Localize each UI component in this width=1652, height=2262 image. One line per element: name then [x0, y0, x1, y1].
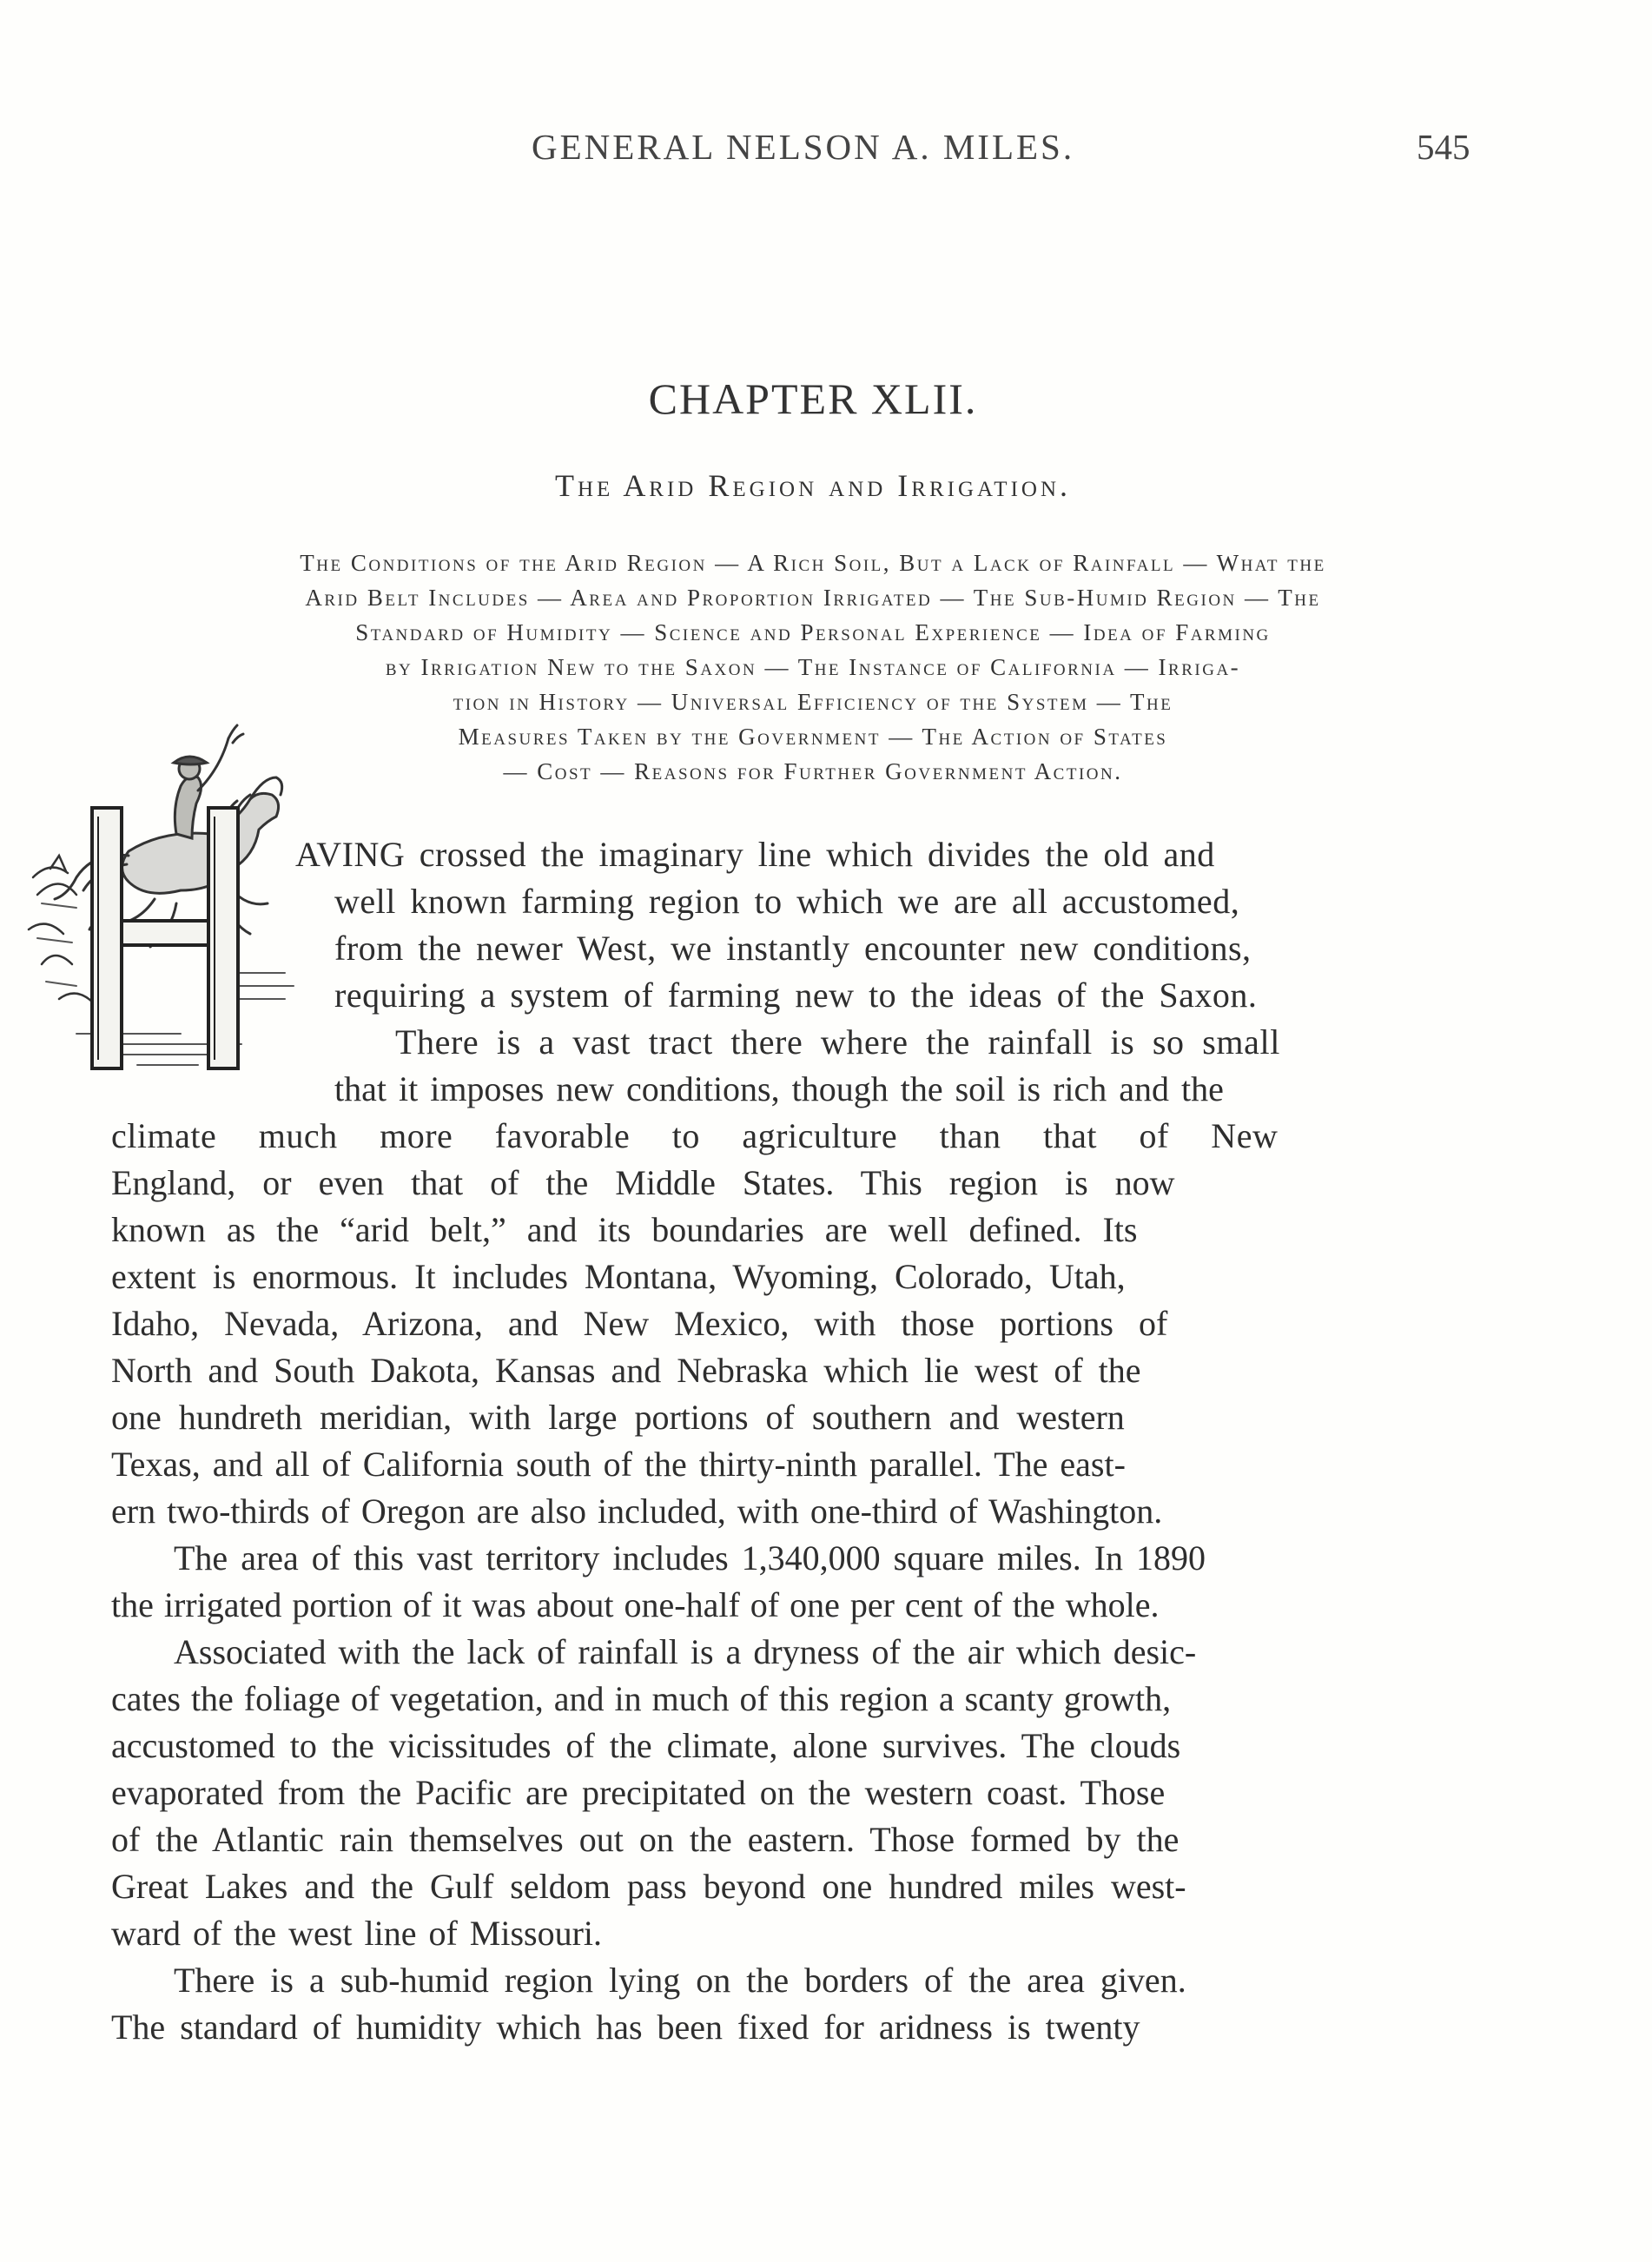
body-line: of the Atlantic rain themselves out on the eastern. Those formed by the — [111, 1820, 1180, 1859]
body-line: one hundreth meridian, with large portions of southern and western — [111, 1398, 1125, 1437]
synopsis-line: Arid Belt Includes — Area and Proportion Irrigated — The Sub-Humid Region — The — [305, 585, 1321, 611]
body-line: cates the foliage of vegetation, and in much of this region a scanty growth, — [111, 1679, 1172, 1718]
body-line: that it imposes new conditions, though the soil is rich and the — [334, 1069, 1224, 1108]
drop-cap-illustration — [24, 721, 301, 1095]
body-line: ward of the west line of Missouri. — [111, 1914, 603, 1953]
body-line: evaporated from the Pacific are precipitated on the western coast. Those — [111, 1773, 1166, 1812]
chapter-title: CHAPTER XLII. — [648, 374, 978, 423]
body-line: There is a vast tract there where the rainfall is so small — [395, 1022, 1280, 1062]
running-head-title: GENERAL NELSON A. MILES. — [532, 127, 1075, 167]
body-line: North and South Dakota, Kansas and Nebraska which lie west of the — [111, 1351, 1141, 1390]
synopsis-line: — Cost — Reasons for Further Government Action. — [503, 758, 1123, 784]
body-line: extent is enormous. It includes Montana, Wyoming, Colorado, Utah, — [111, 1257, 1126, 1296]
body-line: climate much more favorable to agriculture than that of New — [111, 1116, 1279, 1155]
chapter-subtitle: The Arid Region and Irrigation. — [554, 468, 1072, 503]
horse-rider-illustration-icon — [29, 725, 294, 1065]
synopsis-line: by Irrigation New to the Saxon — The Instance of California — Irriga- — [385, 654, 1241, 680]
body-line: from the newer West, we instantly encounter new conditions, — [334, 929, 1252, 968]
body-line: requiring a system of farming new to the ideas of the Saxon. — [334, 976, 1258, 1015]
synopsis-line: The Conditions of the Arid Region — A Rich Soil, But a Lack of Rainfall — What the — [300, 550, 1326, 576]
body-line: The area of this vast territory includes 1,340,000 square miles. In 1890 — [174, 1538, 1206, 1577]
body-line: There is a sub-humid region lying on the borders of the area given. — [174, 1961, 1186, 2000]
body-line: The standard of humidity which has been fixed for aridness is twenty — [111, 2007, 1140, 2047]
synopsis-line: tion in History — Universal Efficiency of the System — The — [453, 689, 1173, 715]
body-line: Idaho, Nevada, Arizona, and New Mexico, with those portions of — [111, 1304, 1168, 1343]
body-line: England, or even that of the Middle States. This region is now — [111, 1163, 1175, 1202]
body-line: Great Lakes and the Gulf seldom pass beyond one hundred miles west- — [111, 1867, 1186, 1906]
synopsis-line: Standard of Humidity — Science and Personal Experience — Idea of Farming — [355, 619, 1271, 645]
page-number: 545 — [1417, 127, 1470, 167]
body-line: ern two-thirds of Oregon are also included, with one-third of Washington. — [111, 1491, 1163, 1531]
body-line: Associated with the lack of rainfall is a dryness of the air which desic- — [174, 1632, 1197, 1671]
synopsis-line: Measures Taken by the Government — The Action of States — [458, 724, 1168, 750]
body-line: accustomed to the vicissitudes of the climate, alone survives. The clouds — [111, 1726, 1181, 1765]
body-line: the irrigated portion of it was about one-half of one per cent of the whole. — [111, 1585, 1160, 1624]
body-line: well known farming region to which we are all accustomed, — [334, 882, 1240, 921]
body-line: Texas, and all of California south of the thirty-ninth parallel. The east- — [111, 1445, 1126, 1484]
body-line: AVING crossed the imaginary line which divides the old and — [295, 835, 1215, 874]
body-line: known as the “arid belt,” and its boundaries are well defined. Its — [111, 1210, 1138, 1249]
